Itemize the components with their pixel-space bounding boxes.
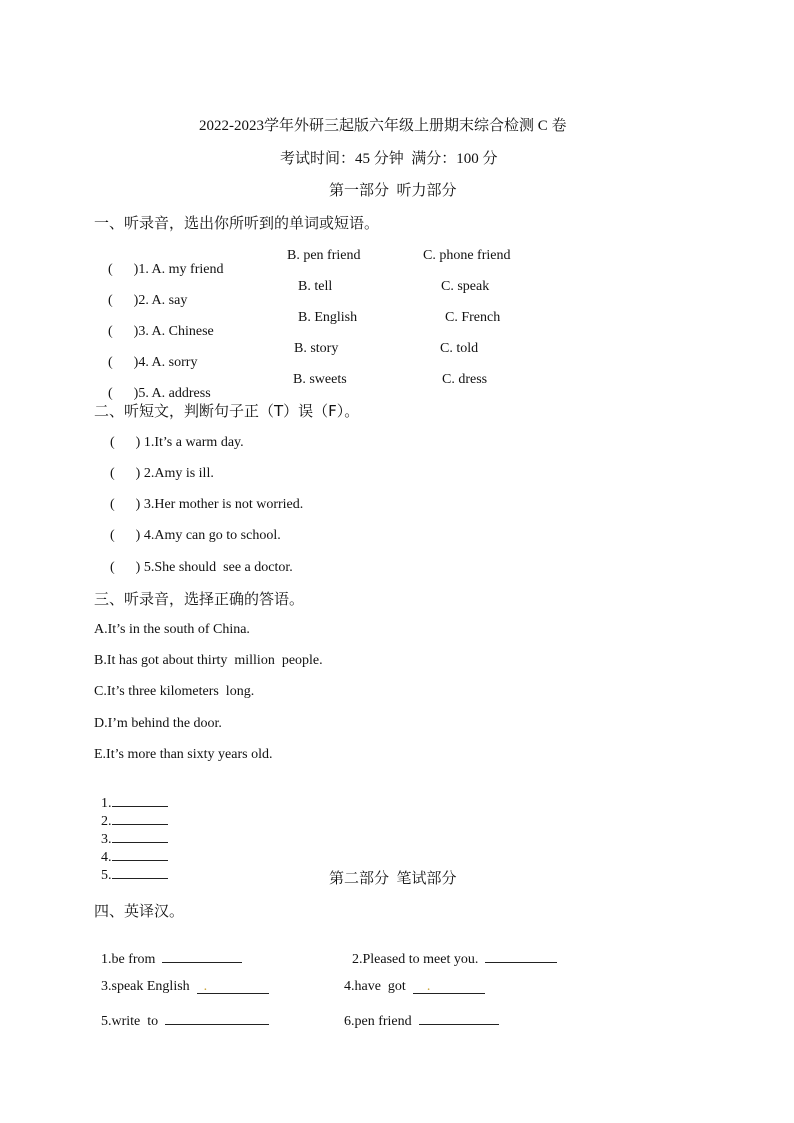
section3-heading: 三、听录音，选择正确的答语。	[94, 590, 305, 608]
statement-text: ) 4.Amy can go to school.	[135, 528, 281, 543]
answer-paren: (	[108, 386, 134, 401]
list-item	[110, 561, 293, 575]
answer-label: 3.	[101, 832, 112, 847]
answer-paren: (	[110, 466, 136, 481]
answer-paren: (	[110, 497, 136, 512]
answer-blank[interactable]	[485, 949, 557, 963]
answer-label: 4.	[101, 850, 112, 865]
option-c: C. French	[445, 310, 501, 325]
list-item	[337, 997, 499, 1029]
option-c: C. phone friend	[423, 248, 511, 263]
answer-paren: (	[110, 528, 136, 543]
section2-heading: 二、听短文，判断句子正（T）误（F）。	[94, 402, 360, 420]
answer-paren: (	[108, 293, 134, 308]
list-item	[110, 529, 281, 543]
list-item	[345, 935, 557, 967]
option-b: B. English	[298, 310, 358, 325]
list-item	[94, 997, 269, 1029]
option-c: C. dress	[442, 372, 488, 387]
list-item	[110, 467, 214, 481]
answer-blank[interactable]	[112, 793, 168, 807]
phrase-text: 3.speak English	[101, 979, 190, 994]
option-b: B. pen friend	[287, 248, 361, 263]
list-item	[110, 436, 244, 450]
mark-dot: .	[196, 979, 208, 994]
option-b: B. story	[294, 341, 339, 356]
option-b: B. tell	[298, 279, 333, 294]
phrase-text: 5.write to	[101, 1014, 159, 1029]
answer-blank[interactable]	[112, 829, 168, 843]
option-c: C. speak	[441, 279, 490, 294]
answer-blank[interactable]	[162, 949, 242, 963]
answer-paren: (	[108, 262, 134, 277]
phrase-text: 2.Pleased to meet you.	[352, 952, 479, 967]
answer-paren: (	[108, 324, 134, 339]
answer-label: 1.	[101, 796, 112, 811]
section4-heading: 四、英译汉。	[94, 902, 185, 920]
statement-text: ) 1.It’s a warm day.	[135, 435, 244, 450]
list-item: D.I’m behind the door.	[94, 716, 222, 731]
question-number: )3. A. Chinese	[133, 324, 214, 339]
document-title: 2022-2023学年外研三起版六年级上册期末综合检测 C 卷	[199, 118, 567, 134]
list-item: B.It has got about thirty million people.	[94, 653, 323, 668]
list-item	[94, 966, 269, 994]
answer-label: 2.	[101, 814, 112, 829]
answer-blank[interactable]	[197, 980, 269, 994]
answer-blank[interactable]	[165, 1011, 269, 1025]
question-number: )4. A. sorry	[133, 355, 198, 370]
option-c: C. told	[440, 341, 479, 356]
answer-blank[interactable]	[112, 811, 168, 825]
list-item	[110, 498, 303, 512]
mark-dot: .	[412, 979, 431, 994]
list-item: E.It’s more than sixty years old.	[94, 747, 273, 762]
answer-paren: (	[110, 560, 136, 575]
statement-text: ) 3.Her mother is not worried.	[135, 497, 304, 512]
list-item: A.It’s in the south of China.	[94, 622, 250, 637]
option-b: B. sweets	[293, 372, 347, 387]
answer-paren: (	[108, 355, 134, 370]
statement-text: ) 2.Amy is ill.	[135, 466, 214, 481]
answer-blank[interactable]	[112, 847, 168, 861]
list-item	[94, 935, 242, 967]
answer-blank[interactable]	[413, 980, 485, 994]
answer-blank[interactable]	[112, 865, 168, 879]
question-number: )5. A. address	[133, 386, 211, 401]
question-number: )2. A. say	[133, 293, 188, 308]
phrase-text: 4.have got	[344, 979, 406, 994]
answer-row	[94, 779, 168, 883]
answer-blank[interactable]	[419, 1011, 499, 1025]
section1-heading: 一、听录音，选出你所听到的单词或短语。	[94, 214, 380, 232]
exam-info: 考试时间：45 分钟 满分：100 分	[280, 151, 498, 167]
answer-paren: (	[110, 435, 136, 450]
list-item: C.It’s three kilometers long.	[94, 684, 255, 699]
question-number: )1. A. my friend	[133, 262, 224, 277]
answer-label: 5.	[101, 868, 112, 883]
phrase-text: 1.be from	[101, 952, 156, 967]
part2-heading: 第二部分 笔试部分	[329, 871, 457, 887]
list-item	[337, 966, 485, 994]
statement-text: ) 5.She should see a doctor.	[135, 560, 293, 575]
part1-heading: 第一部分 听力部分	[329, 183, 457, 199]
phrase-text: 6.pen friend	[344, 1014, 412, 1029]
